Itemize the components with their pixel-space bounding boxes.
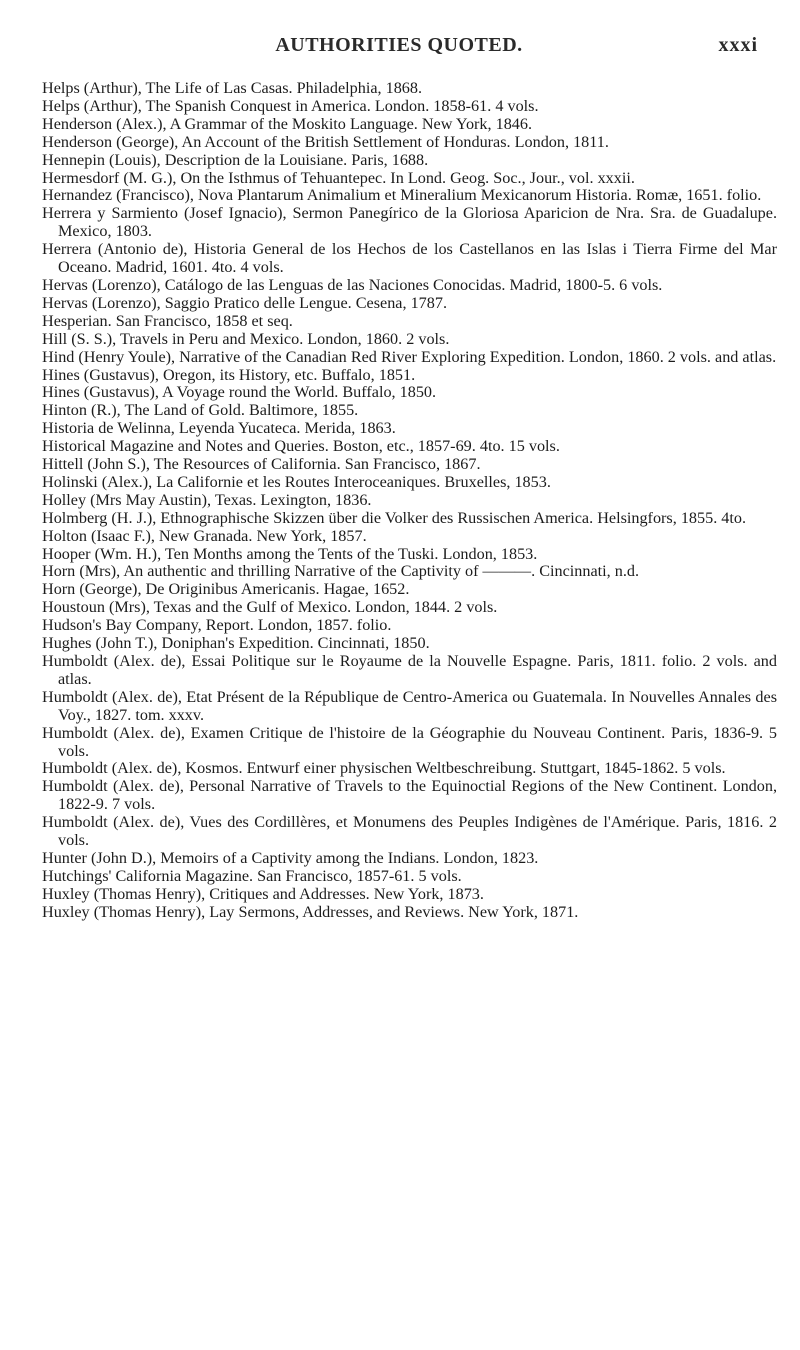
bibliography-entry: Hutchings' California Magazine. San Francisco, 1857-61. 5 vols.	[42, 866, 462, 885]
bibliography-entry: Houstoun (Mrs), Texas and the Gulf of Mexico. London, 1844. 2 vols.	[42, 598, 498, 617]
bibliography-entry: Hinton (R.), The Land of Gold. Baltimore, 1855.	[42, 401, 359, 420]
bibliography-entry: Hill (S. S.), Travels in Peru and Mexico. London, 1860. 2 vols.	[42, 329, 450, 348]
bibliography-entry: Herrera (Antonio de), Historia General de los Hechos de los Castellanos en las Islas i Tierra Firme del Mar Oceano. Madrid, 1601. 4to. 4 vols.	[42, 240, 777, 277]
bibliography-entry: Hooper (Wm. H.), Ten Months among the Tents of the Tuski. London, 1853.	[42, 544, 538, 563]
bibliography-entry: Humboldt (Alex. de), Kosmos. Entwurf einer physischen Weltbeschreibung. Stuttgart, 1845-1862. 5 vols.	[42, 759, 726, 778]
bibliography-entry: Hervas (Lorenzo), Catálogo de las Lenguas de las Naciones Conocidas. Madrid, 1800-5. 6 vols.	[42, 275, 663, 294]
page-header	[40, 34, 758, 62]
bibliography-entry: Historia de Welinna, Leyenda Yucateca. Merida, 1863.	[42, 419, 396, 438]
bibliography-entry: Humboldt (Alex. de), Etat Présent de la République de Centro-America ou Guatemala. In Nouvelles Annales des Voy., 1827. tom. xxxv.	[42, 687, 777, 724]
bibliography-entry: Henderson (George), An Account of the British Settlement of Honduras. London, 1811.	[42, 132, 609, 151]
bibliography-entry: Historical Magazine and Notes and Queries. Boston, etc., 1857-69. 4to. 15 vols.	[42, 437, 560, 456]
bibliography-entry: Herrera y Sarmiento (Josef Ignacio), Sermon Panegírico de la Gloriosa Aparicion de Nra. Sra. de Guadalupe. Mexico, 1803.	[42, 204, 777, 241]
bibliography-entry: Hunter (John D.), Memoirs of a Captivity among the Indians. London, 1823.	[42, 848, 539, 867]
bibliography-entry: Helps (Arthur), The Life of Las Casas. Philadelphia, 1868.	[42, 79, 423, 97]
bibliography-entry: Holton (Isaac F.), New Granada. New York, 1857.	[42, 526, 367, 545]
bibliography-entry: Hudson's Bay Company, Report. London, 1857. folio.	[42, 616, 392, 635]
bibliography-entry: Hind (Henry Youle), Narrative of the Canadian Red River Exploring Expedition. London, 1860. 2 vols. and atlas.	[42, 347, 777, 366]
bibliography-entry: Horn (Mrs), An authentic and thrilling Narrative of the Captivity of ———. Cincinnati, n.d.	[42, 562, 640, 581]
bibliography-entry: Helps (Arthur), The Spanish Conquest in America. London. 1858-61. 4 vols.	[42, 96, 539, 115]
bibliography-entry: Hittell (John S.), The Resources of California. San Francisco, 1867.	[42, 455, 481, 474]
bibliography-list	[42, 80, 777, 922]
bibliography-entry: Hervas (Lorenzo), Saggio Pratico delle Lengue. Cesena, 1787.	[42, 293, 448, 312]
bibliography-entry: Huxley (Thomas Henry), Lay Sermons, Addresses, and Reviews. New York, 1871.	[42, 902, 579, 921]
bibliography-entry: Huxley (Thomas Henry), Critiques and Addresses. New York, 1873.	[42, 884, 484, 903]
bibliography-entry: Holmberg (H. J.), Ethnographische Skizzen über die Volker des Russischen America. Helsingfors, 1855. 4to.	[42, 508, 747, 527]
bibliography-entry: Humboldt (Alex. de), Personal Narrative of Travels to the Equinoctial Regions of the New Continent. London, 1822-9. 7 vols.	[42, 777, 777, 814]
bibliography-entry: Hines (Gustavus), A Voyage round the World. Buffalo, 1850.	[42, 383, 437, 402]
bibliography-entry: Hernandez (Francisco), Nova Plantarum Animalium et Mineralium Mexicanorum Historia. Romæ, 1651. folio.	[42, 186, 762, 205]
bibliography-entry: Humboldt (Alex. de), Examen Critique de l'histoire de la Géographie du Nouveau Continent. Paris, 1836-9. 5 vols.	[42, 723, 777, 760]
page-title: AUTHORITIES QUOTED.	[275, 34, 523, 56]
bibliography-entry: Hermesdorf (M. G.), On the Isthmus of Tehuantepec. In Lond. Geog. Soc., Jour., vol. xxxii.	[42, 168, 635, 187]
bibliography-entry: Hesperian. San Francisco, 1858 et seq.	[42, 311, 293, 330]
bibliography-entry: Horn (George), De Originibus Americanis. Hagae, 1652.	[42, 580, 410, 599]
bibliography-entry: Henderson (Alex.), A Grammar of the Moskito Language. New York, 1846.	[42, 114, 533, 133]
page-number: xxxi	[718, 34, 758, 56]
bibliography-entry: Holinski (Alex.), La Californie et les Routes Interoceaniques. Bruxelles, 1853.	[42, 472, 551, 491]
bibliography-entry: Holley (Mrs May Austin), Texas. Lexington, 1836.	[42, 490, 372, 509]
bibliography-entry: Hennepin (Louis), Description de la Louisiane. Paris, 1688.	[42, 150, 429, 169]
bibliography-entry: Humboldt (Alex. de), Vues des Cordillères, et Monumens des Peuples Indigènes de l'Amérique. Paris, 1816. 2 vols.	[42, 813, 777, 850]
bibliography-entry: Humboldt (Alex. de), Essai Politique sur le Royaume de la Nouvelle Espagne. Paris, 1811. folio. 2 vols. and atlas.	[42, 652, 777, 688]
bibliography-entry: Hughes (John T.), Doniphan's Expedition. Cincinnati, 1850.	[42, 634, 430, 653]
bibliography-entry: Hines (Gustavus), Oregon, its History, etc. Buffalo, 1851.	[42, 365, 416, 384]
